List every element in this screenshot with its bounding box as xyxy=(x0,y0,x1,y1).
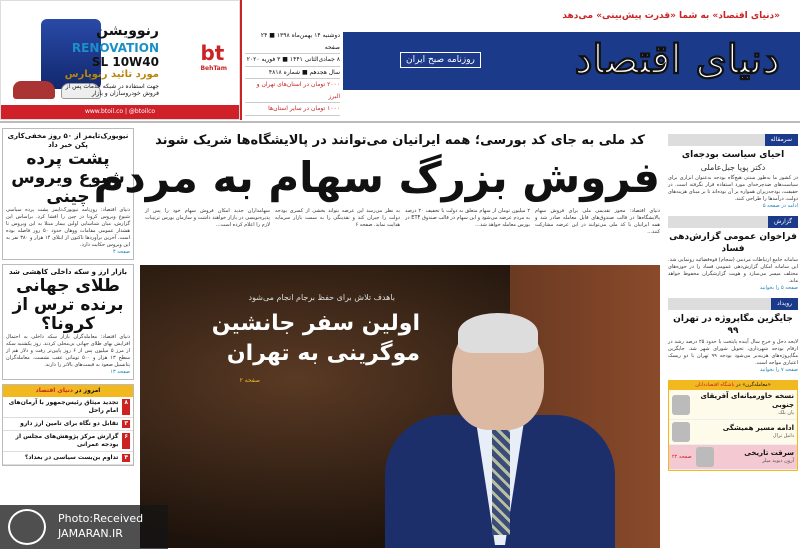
story-body: دنیای اقتصاد: معامله‌گران بازار سکه داخلی به احتمال افزایش بهای طلای جهانی بی‌محلی کردند. روز یکشنبه سکه از مرز ۵ میلیون پس از ۶ روز پایین‌تر رفت و دلار هم از سطح ۱۳ هزار و ۵۰۰ تومانی عقب نشست. معامله‌گران پتانسیل صعود به قیمت‌های بالاتر را دارند. xyxy=(6,334,131,368)
story-title: جایگزین مگاپروژه در تهران ۹۹ xyxy=(673,314,793,336)
ad-title: رنوویشن xyxy=(96,23,159,39)
page-link[interactable]: صفحه ۲۲ xyxy=(672,453,692,460)
issue-number: سال هجدهم ■ شماره ۴۸۱۸ xyxy=(245,67,340,80)
ad-footer: www.btoil.co | @btoilco xyxy=(1,105,239,119)
opinion-header xyxy=(669,381,797,390)
page-number: ۴ xyxy=(124,454,128,461)
opinion-item[interactable] xyxy=(669,445,797,470)
divider xyxy=(0,121,800,123)
section-label: سرمقاله xyxy=(765,134,798,146)
headline-kicker: کد ملی به جای کد بورسی؛ همه ایرانیان می‌توانند در پالایشگاه‌ها شریک شوند xyxy=(155,133,645,148)
page-link[interactable]: صفحه ۱۳ xyxy=(110,369,130,375)
section-header xyxy=(668,216,798,228)
page-link[interactable]: صفحه ۴ xyxy=(113,249,130,255)
photo-kicker: باهدف تلاش برای حفظ برجام انجام می‌شود xyxy=(248,293,395,302)
section-header xyxy=(668,298,798,310)
advertisement[interactable] xyxy=(0,0,240,120)
photo-title: اولین سفر جانشین موگرینی به تهران xyxy=(211,311,420,366)
item-text: تجدید میثاق رئیس‌جمهور با آرمان‌های امام راحل xyxy=(8,399,119,414)
item-text: تداوم بن‌بست سیاسی در بغداد؟ xyxy=(24,454,119,461)
today-header-pre: امروز در xyxy=(75,387,101,394)
page-link[interactable]: صفحه ۲ xyxy=(239,377,260,384)
opinion-author: یان بلک xyxy=(778,410,794,416)
opinion-header-pre: «معامله‌گرن» در xyxy=(735,382,771,388)
price: ۲۰۰۰ تومان در استان‌های تهران و البرز xyxy=(245,79,340,103)
story-kicker: نیویورک‌تایمز از ۵۰ روز مخفی‌کاری پکن خبر داد xyxy=(7,132,129,149)
opinion-author: دانیل ترال xyxy=(772,433,794,439)
story-title: طلای جهانی برنده ترس از کرونا؟ xyxy=(12,276,124,334)
avatar xyxy=(672,395,690,415)
story-title: پشت پرده شیوع ویروس چینی xyxy=(11,149,125,207)
article-column: سهامداران جدید امکان فروش سهام خود را پس از پذیره‌نویسی در بازار خواهند داشت و سازمان بورس ترتیبات لازم را اعلام کرده است... xyxy=(145,208,270,228)
story-title: فراخوان عمومی گزارش‌دهی فساد xyxy=(669,232,797,254)
divider xyxy=(240,0,242,120)
story-body: در کشور ما به‌طور سنتی هیچ‌گاه بودجه به‌عنوان ابزاری برای سیاست‌های ضدچرخه‌ای مورد استفاده قرار نگرفته است. در حقیقت، بودجه‌ریزان همواره بر آن بوده‌اند تا بر مبنای هزینه‌های دولت، درآمدها را طراحی کنند. xyxy=(668,175,798,202)
opinion-title: نسخه خاورمیانه‌ای آفریقای جنوبی xyxy=(700,392,794,409)
section-label: رویداد xyxy=(771,298,798,310)
today-header-brand: دنیای اقتصاد xyxy=(35,387,73,394)
event[interactable] xyxy=(668,298,798,374)
ad-approved: مورد تائید رنوپارس xyxy=(64,69,159,80)
page-link[interactable]: صفحه ۵ را بخوانید xyxy=(759,285,798,291)
page-number: ۶ xyxy=(122,433,130,449)
opinion-title: ادامه مسیر همیشگی xyxy=(722,424,794,432)
item-text: گزارش مرکز پژوهش‌های مجلس از بودجه عمرانی xyxy=(15,433,119,448)
issue-date-alt: ۸ جمادی‌الثانی ۱۴۴۱ ■ ۳ فوریه ۲۰۲۰ xyxy=(245,54,340,67)
opinion-author: آرون دیوید میلر xyxy=(762,458,794,464)
issue-date: دوشنبه ۱۴ بهمن‌ماه ۱۳۹۸ ■ ۲۴ صفحه xyxy=(245,30,340,54)
avatar xyxy=(696,447,714,467)
watermark-line: JAMARAN.IR xyxy=(58,527,123,540)
ad-logo-text: bt xyxy=(200,41,225,65)
issue-info xyxy=(245,30,340,116)
page-link[interactable]: صفحه ۷ را بخوانید xyxy=(759,367,798,373)
today-box xyxy=(2,384,134,466)
list-item[interactable] xyxy=(3,452,133,465)
right-column xyxy=(668,134,798,471)
opinion-item[interactable] xyxy=(669,420,797,445)
list-item[interactable] xyxy=(3,418,133,431)
ad-logo xyxy=(200,41,227,72)
slogan: «دنیای اقتصاد» به شما «قدرت پیش‌بینی» می‌دهد xyxy=(562,11,780,21)
avatar xyxy=(672,422,690,442)
report[interactable] xyxy=(668,216,798,292)
ad-brand: RENOVATION xyxy=(71,41,159,55)
story-gold[interactable] xyxy=(2,264,134,380)
price: ۱۰۰۰ تومان در سایر استان‌ها xyxy=(245,103,340,116)
jamaran-logo-icon xyxy=(8,509,46,545)
article-column: ۲ میلیون تومان از سهام متعلق به دولت با تخفیف ۲۰ درصد به مردم عرضه می‌شود و این سهام در قالب صندوق ETF در بورس معامله خواهد شد... xyxy=(405,208,531,228)
story-body: لایحه دخل و خرج سال آینده پایتخت با حدود ۲۵ درصد رشد در ارقام بودجه شهرداری، تحویل شورای شهر شد. جایگزین مگاپروژه‌های هزینه‌بر می‌شود بودجه ۹۹ تهران با دو ریسک اعتباری مواجه است. xyxy=(668,339,799,366)
watermark-line: Photo:Received xyxy=(58,512,144,525)
section-label: گزارش xyxy=(768,216,798,228)
masthead-badge: روزنامه صبح ایران xyxy=(400,52,481,68)
watermark xyxy=(0,505,168,549)
page-number: ۸ xyxy=(122,399,130,415)
list-item[interactable] xyxy=(3,431,133,452)
story-body: سامانه جامع ارتباطات مردمی (سجام) قوه‌قضائیه رونمایی شد. این سامانه امکان گزارش‌دهی عمومی فساد را در حوزه‌های مختلف میسر می‌سازد و هویت گزارشگران محفوظ خواهد ماند. xyxy=(668,257,798,284)
opinion-box xyxy=(668,380,798,471)
opinion-item[interactable] xyxy=(669,390,797,420)
article-column: دنیای اقتصاد: مجوز تقدیمی ملی برای فروش سهام پالایشگاه‌ها در قالب صندوق‌های قابل معامله صادر شد و همه ایرانیان با کد ملی می‌توانند در این عرضه مشارکت کنند... xyxy=(535,208,660,235)
author: دکتر پویا جبل‌عاملی xyxy=(700,163,766,172)
section-header xyxy=(668,134,798,146)
main-headline[interactable]: فروش بزرگ سهام به مردم xyxy=(93,153,660,202)
item-text: تقابل دو نگاه برای تامین ارز دارو xyxy=(20,420,119,427)
photo-tie xyxy=(492,425,510,535)
ad-desc: جهت استفاده در شبکه خدمات پس از فروش خودروسازان و بازار xyxy=(65,83,159,97)
opinion-header-brand: باشگاه اقتصاددانان xyxy=(695,382,735,388)
list-item[interactable] xyxy=(3,397,133,418)
story-body: دنیای اقتصاد: روزنامه نیویورک‌تایمز پشت پرده سیاسی شیوع ویروس کرونا در چین را افشا کرد. براساس این گزارش، میان شناسایی اولین بیمار مبتلا به این ویروس تا هشدار عمومی مقامات ووهان حدود ۵۰ روز فاصله بوده است. آخرین برآوردها تاکنون از ابتلای ۱۴ هزار و ۳۸۰ نفر به این ویروس حکایت دارد. xyxy=(6,207,131,248)
ad-grade: SL 10W40 xyxy=(91,55,159,69)
opinion-title: سرقت تاریخی xyxy=(744,449,794,457)
newspaper-logo: دنیای اقتصاد xyxy=(574,36,780,83)
today-header xyxy=(3,385,133,397)
lead-photo[interactable] xyxy=(140,265,660,548)
car-image xyxy=(13,81,55,99)
story-kicker: بازار ارز و سکه داخلی کاهشی شد xyxy=(8,268,127,276)
story-title: احیای سیاست بودجه‌ای xyxy=(681,150,785,160)
editorial[interactable] xyxy=(668,134,798,210)
page-link[interactable]: ادامه در صفحه ۵ xyxy=(762,203,798,209)
ad-logo-sub: BehTam xyxy=(200,65,227,72)
article-column: به نظر می‌رسد این عرضه بتواند بخشی از کسری بودجه دولت را جبران کند و نقدینگی را به سمت بازار سرمایه هدایت نماید. صفحه ۶ xyxy=(275,208,400,228)
page-number: ۳ xyxy=(124,420,128,427)
photo-hair xyxy=(458,313,538,353)
